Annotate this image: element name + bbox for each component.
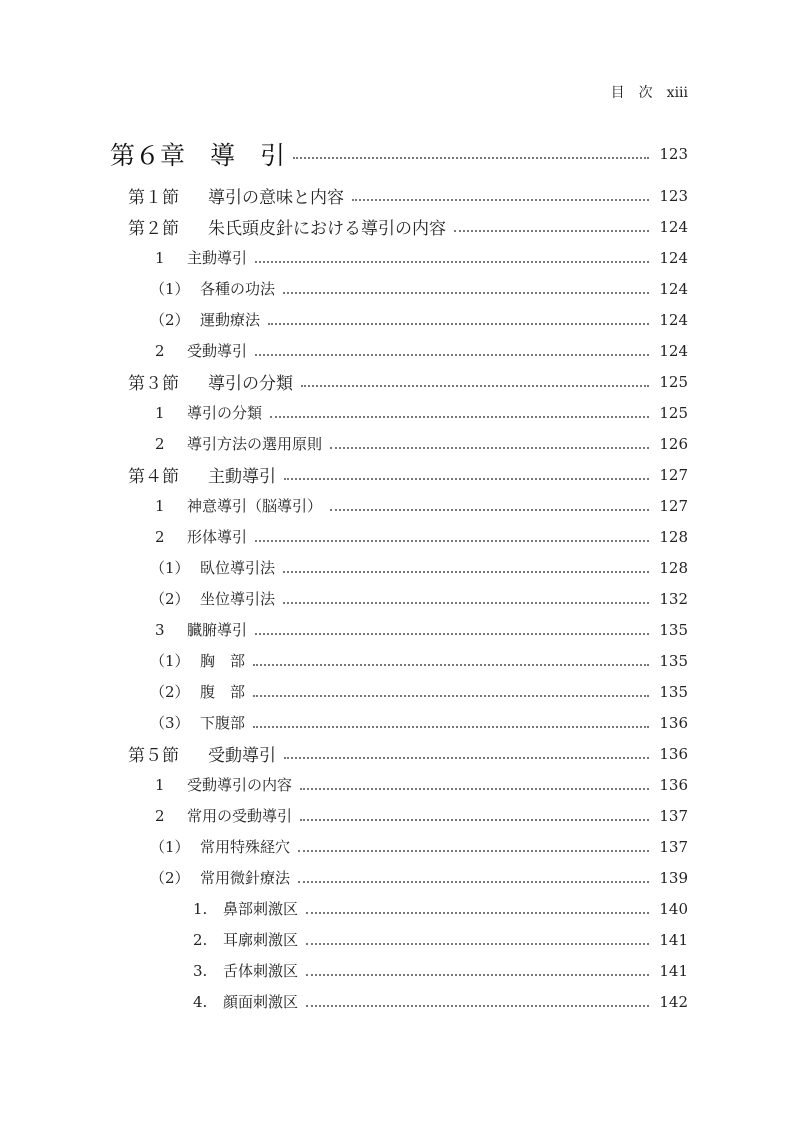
entry-title: 常用微針療法 [200,869,291,887]
dot-leader [300,788,649,790]
entry-page: 137 [659,837,688,856]
dot-leader [283,571,649,573]
entry-number: 第２節 [128,219,179,239]
entry-title: 導引の分類 [208,374,293,394]
entry-page: 125 [659,372,688,391]
entry-title: 各種の功法 [200,280,276,298]
entry-page: 127 [659,496,688,515]
entry-title: 舌体刺激区 [223,962,299,980]
entry-title: 受動導引 [187,342,248,360]
entry-title: 導引方法の選用原則 [187,435,323,453]
toc-entry-item [155,428,688,459]
dot-leader [306,912,649,914]
dot-leader [352,199,649,201]
entry-page: 127 [659,465,688,484]
entry-page: 137 [659,806,688,825]
dot-leader [255,633,649,635]
toc-entry-sub [150,645,688,676]
entry-number: 3. [193,961,208,980]
dot-leader [283,602,649,604]
entry-title: 臓腑導引 [187,621,248,639]
entry-number: 1 [155,775,165,794]
entry-page: 124 [659,341,688,360]
entry-title: 導引の分類 [187,404,263,422]
entry-number: 第４節 [128,467,179,487]
toc-entry-sub [150,862,688,893]
dot-leader [306,974,649,976]
entry-title: 坐位導引法 [200,590,276,608]
entry-number: 1. [193,899,208,918]
entry-title: 運動療法 [200,311,261,329]
entry-title: 顔面刺激区 [223,993,299,1011]
toc-entry-subsub [193,986,688,1017]
entry-page: 140 [659,899,688,918]
dot-leader [301,385,649,387]
entry-page: 124 [659,310,688,329]
dot-leader [283,292,649,294]
toc-entry-item [155,521,688,552]
toc-entry-subsub [193,955,688,986]
entry-number: 第１節 [128,188,179,208]
running-header [611,82,688,102]
entry-title: 形体導引 [187,528,248,546]
dot-leader [268,323,649,325]
dot-leader [255,261,649,263]
toc-entry-item [155,769,688,800]
entry-title: 常用特殊経穴 [200,838,291,856]
dot-leader [306,1005,649,1007]
dot-leader [253,726,649,728]
entry-number: （2） [150,311,190,329]
chapter-page: 123 [659,145,688,163]
toc-entry-sub [150,552,688,583]
entry-number: 1 [155,496,165,515]
dot-leader [284,478,649,480]
dot-leader [253,664,649,666]
toc-entry-subsub [193,924,688,955]
entry-title: 常用の受動導引 [187,807,293,825]
dot-leader [330,509,649,511]
entry-number: 2. [193,930,208,949]
entry-number: 2 [155,434,165,453]
entry-number: （1） [150,838,190,856]
entry-number: （2） [150,869,190,887]
entry-page: 139 [659,868,688,887]
header-page-number: xiii [666,85,688,101]
toc-entry-item [155,614,688,645]
entry-title: 臥位導引法 [200,559,276,577]
dot-leader [306,943,649,945]
toc-entry-item [155,397,688,428]
toc-entry-section [128,738,688,769]
toc-entry-sub [150,831,688,862]
entry-number: 第５節 [128,746,179,766]
dot-leader [298,881,649,883]
entry-page: 141 [659,961,688,980]
entry-number: 1 [155,403,165,422]
entry-title: 主動導引 [208,467,276,487]
toc-entry-section [128,459,688,490]
entry-title: 耳廓刺激区 [223,931,299,949]
entry-page: 136 [659,713,688,732]
dot-leader [270,416,649,418]
entry-page: 141 [659,930,688,949]
entry-title: 胸 部 [200,652,246,670]
entry-page: 135 [659,620,688,639]
entry-page: 136 [659,775,688,794]
toc-entry-item [155,800,688,831]
entry-title: 下腹部 [200,714,246,732]
entry-title: 受動導引の内容 [187,776,293,794]
entry-page: 136 [659,744,688,763]
entry-number: 3 [155,620,165,639]
entry-number: 1 [155,248,165,267]
entry-title: 主動導引 [187,249,248,267]
entry-page: 128 [659,527,688,546]
entry-title: 神意導引（脳導引） [187,497,323,515]
toc-entry-item [155,335,688,366]
toc-entry-sub [150,273,688,304]
toc-entry-subsub [193,893,688,924]
dot-leader [300,819,649,821]
toc-entry-section [128,180,688,211]
toc-entry-item [155,242,688,273]
toc-entry-sub [150,707,688,738]
dot-leader [330,447,649,449]
dot-leader [298,850,649,852]
toc-entry-sub [150,304,688,335]
entry-page: 124 [659,279,688,298]
entry-page: 142 [659,992,688,1011]
entry-page: 126 [659,434,688,453]
header-label: 目 次 [610,85,653,101]
entry-number: （3） [150,714,190,732]
entry-page: 128 [659,558,688,577]
dot-leader [255,354,649,356]
entry-page: 124 [659,217,688,236]
entry-page: 132 [659,589,688,608]
entry-page: 125 [659,403,688,422]
dot-leader [454,230,649,232]
chapter-title: 第６章 導 引 [110,141,286,170]
dot-leader [293,157,649,159]
entry-page: 135 [659,682,688,701]
entry-title: 導引の意味と内容 [208,188,344,208]
entry-number: （1） [150,280,190,298]
entry-number: 2 [155,341,165,360]
entry-page: 124 [659,248,688,267]
entry-number: 2 [155,527,165,546]
toc-entry-sub [150,676,688,707]
entry-number: （1） [150,652,190,670]
entry-number: （2） [150,590,190,608]
dot-leader [255,540,649,542]
entry-title: 朱氏頭皮針における導引の内容 [208,219,446,239]
toc-chapter-entry [110,136,688,172]
entry-page: 135 [659,651,688,670]
toc-entry-section [128,366,688,397]
entry-number: （2） [150,683,190,701]
entry-number: 4. [193,992,208,1011]
entry-number: 第３節 [128,374,179,394]
dot-leader [284,757,649,759]
entry-title: 鼻部刺激区 [223,900,299,918]
entry-title: 腹 部 [200,683,246,701]
entry-number: （1） [150,559,190,577]
toc-entry-item [155,490,688,521]
dot-leader [253,695,649,697]
entry-number: 2 [155,806,165,825]
toc-entry-sub [150,583,688,614]
entry-title: 受動導引 [208,746,276,766]
toc-entry-section [128,211,688,242]
entry-page: 123 [659,186,688,205]
